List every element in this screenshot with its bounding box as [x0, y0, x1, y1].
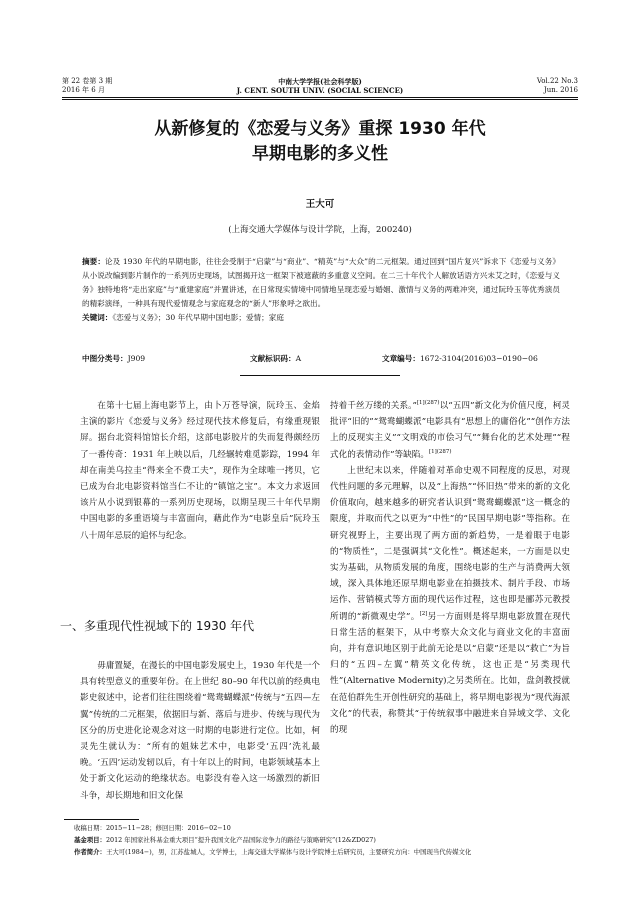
- header-rule-top: [62, 97, 578, 98]
- author-name: 王大可: [305, 199, 335, 210]
- journal-name-en: J. CENT. SOUTH UNIV. (SOCIAL SCIENCE): [236, 86, 404, 95]
- article-label: 文章编号：: [382, 354, 420, 363]
- body-paragraph: 毋庸置疑，在漫长的中国电影发展史上，1930 年代是一个具有转型意义的重要年份。在上世纪 80–90 年代以前的经典电影史叙述中，论者们往往围绕着“鸳鸯蝴蝶派”传统与“五四—左翼”传统的二元框架，依据旧与新、落后与进步、传统与现代为区分的历史进化论观念对这一时期的电影进行定位。比如，柯灵先生就认为：“所有的姐妹艺术中，电影受‘五四’洗礼最晚。‘五四’运动发轫以后，有十年以上的时间，电影领域基本上处于新文化运动的绝缘状态。电影没有卷入这一场激烈的新旧斗争，却长期地和旧文化保: [80, 661, 320, 801]
- affiliation: (上海交通大学媒体与设计学院，上海，200240): [228, 225, 412, 235]
- section-heading: 一、多重现代性视域下的 1930 年代: [60, 619, 255, 633]
- journal-issue-en: [537, 77, 578, 95]
- paper-title-line2: 早期电影的多义性: [252, 144, 388, 164]
- fund-label: 基金项目：: [74, 836, 106, 844]
- journal-name-cn: 中南大学学报(社会科学版): [278, 77, 362, 86]
- paragraph-text: 上世纪末以来，伴随着对革命史观不同程度的反思，对现代性问题的多元理解，以及“上海热”“怀旧热”带来的新的文化价值取向，越来越多的研究者认识到“鸳鸯蝴蝶派”这一概念的限度，并取而代之以更为“中性”的“民国早期电影”等指称。在研究视野上，主要出现了两方面的新趋势，一是着眼于电影的“物质性”，二是强调其“文化性”。概述起来，一方面是以史实为基础，从物质发展的角度，围绕电影的生产与消费两大领域，深入具体地还原早期电影业在拍摄技术、制片手段、市场运作、营销模式等方面的现代运作过程，这也即是郦苏元教授所谓的“新微观史学”。: [330, 465, 570, 622]
- footnote-received: 收稿日期：2015−11−28；修回日期：2016−02−10: [74, 824, 231, 832]
- body-paragraph: [330, 463, 570, 738]
- paragraph-text: 另一方面则是将早期电影放置在现代日常生活的框架下，从中考察大众文化与商业文化的丰富面向，并有意识地区别于此前无论是以“启蒙”还是以“救亡”为旨归的“五四–左翼”精英文化传统，这也正是“另类现代性”(Alternative Modernity)之另类所在。比如，盘剑教授就在范伯群先生开创性研究的基础上，将早期电影视为“现代海派文化”的代表，称赞其“于传统叙事中融进来自异域文学、文化的现: [330, 611, 570, 736]
- body-column-right: [330, 398, 570, 738]
- paper-title-line1: 从新修复的《恋爱与义务》重探 1930 年代: [154, 119, 486, 139]
- footnote-rule: [64, 819, 139, 820]
- body-column-left: [80, 398, 320, 544]
- keywords-text: 《恋爱与义务》；30 年代早期中国电影；爱情；家庭: [112, 313, 284, 322]
- clc-number: [82, 353, 145, 364]
- footnote-fund: [74, 835, 376, 845]
- journal-name: [200, 77, 440, 95]
- header-rule-bottom: [62, 99, 578, 100]
- footnote-author: [74, 847, 471, 857]
- abstract-text: 论及 1930 年代的早期电影，往往会受制于“启蒙”与“商业”、“精英”与“大众”的二元框架。通过回到“国片复兴”诉求下《恋爱与义务》从小说改编到影片制作的一系列历史现场，试图揭开这一框架下被遮蔽的多重意义空间。在二三十年代个人解放话语方兴未艾之时，《恋爱与义务》独特地将“走出家庭”与“重建家庭”并置讲述，在日常现实情境中同情地呈现恋爱与婚姻、激情与义务的两难冲突，通过阮玲玉等优秀演员的精彩演绎，一种具有现代爱情观念与家庭观念的“新人”形象呼之欲出。: [82, 257, 561, 308]
- doc-value: A: [295, 354, 302, 363]
- article-number: [382, 353, 538, 364]
- author-info-label: 作者简介：: [74, 848, 106, 856]
- journal-volume: 第 22 卷第 3 期: [62, 77, 113, 85]
- paragraph-text: 持着千丝万缕的关系。”: [330, 401, 417, 411]
- body-column-left-continued: [80, 658, 320, 804]
- paragraph-text: 以“五四”新文化为价值尺度，柯灵批评“旧的”“鸳鸯蝴蝶派”电影具有“思想上的庸俗化”“创作方法上的反现实主义”“文明戏的市侩习气”“舞台化的艺术处理”“程式化的表情动作”等缺陷。: [330, 401, 570, 460]
- clc-label: 中图分类号：: [82, 354, 128, 363]
- author-info-text: 王大可(1984−)，男，江苏盐城人，文学博士，上海交通大学媒体与设计学院博士后研究员，主要研究方向：中国现当代传媒文化: [105, 848, 472, 856]
- journal-issue: [62, 77, 112, 95]
- citation: [1](287): [428, 448, 452, 455]
- abstract-divider: [240, 375, 400, 376]
- fund-text: 2012 年国家社科基金重大项目“提升我国文化产品国际竞争力的路径与策略研究”(12&ZD027): [105, 836, 376, 844]
- document-code: [250, 353, 301, 364]
- abstract-body: [82, 255, 560, 311]
- body-paragraph: 在第十七届上海电影节上，由卜万苍导演，阮玲玉、金焰主演的影片《恋爱与义务》经过现代技术修复后，有缘重现银屏。据台北资料馆馆长介绍，这部电影胶片的失而复得颇经历了一番传奇：1931 年上映以后，几经辗转难觅影踪，1994 年却在南美乌拉圭“得来全不费工夫”，现作为全球唯一拷贝，它已成为台北电影资料馆当仁不让的“镇馆之宝”。本文力求返回该片从小说到银幕的一系列历史现场，以期呈现三十年代早期中国电影的多重语境与丰富面向，藉此作为“电影皇后”阮玲玉八十周年忌辰的追怀与纪念。: [80, 401, 320, 541]
- journal-volume-en: Vol.22 No.3: [536, 77, 578, 85]
- abstract-label: 摘要：: [82, 257, 106, 266]
- body-paragraph: [330, 398, 570, 463]
- citation: [1](287): [416, 400, 440, 407]
- citation: [2]: [419, 610, 428, 617]
- journal-date-en: Jun. 2016: [543, 86, 578, 94]
- doc-label: 文献标识码：: [250, 354, 296, 363]
- keywords-label: 关键词：: [82, 313, 113, 322]
- abstract: [82, 255, 560, 325]
- article-value: 1672-3104(2016)03−0190−06: [419, 354, 538, 363]
- keywords: [82, 311, 560, 325]
- journal-date: 2016 年 6 月: [62, 86, 105, 94]
- clc-value: J909: [127, 354, 146, 363]
